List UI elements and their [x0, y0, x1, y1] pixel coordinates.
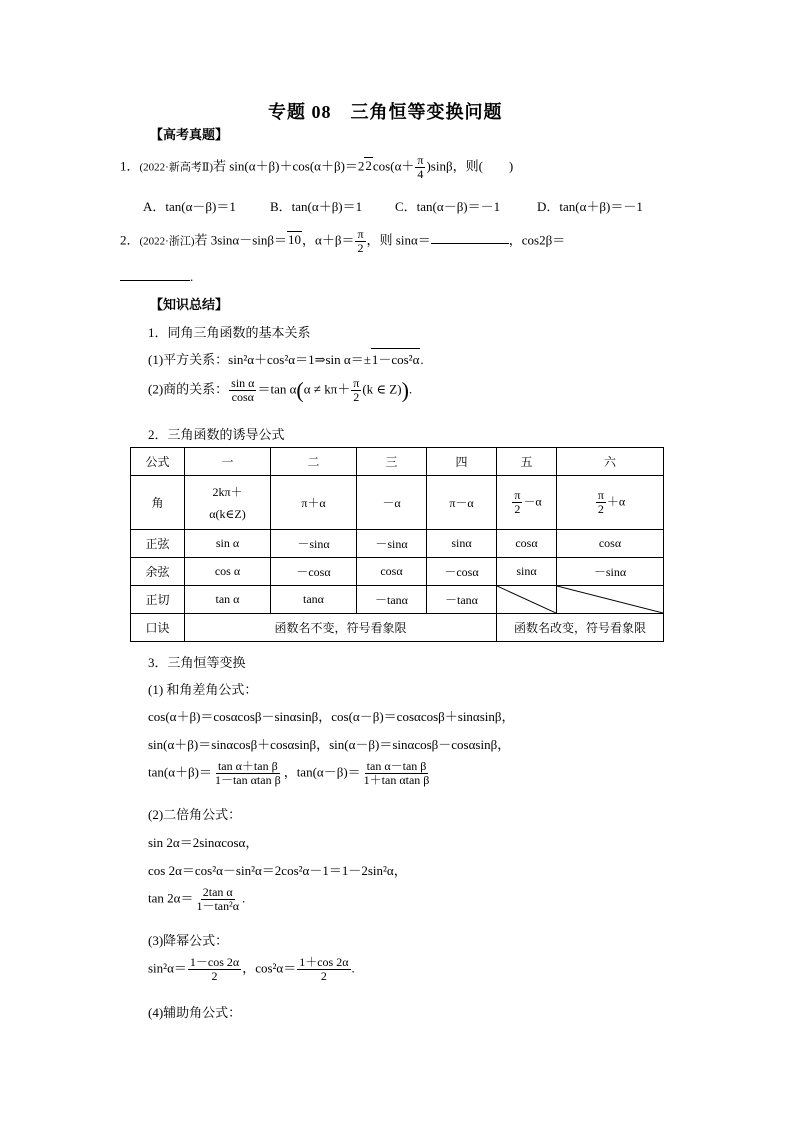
table-header-cell: 一: [185, 448, 271, 476]
s1-l2-frac2: [351, 377, 361, 404]
table-cell: tan α: [185, 586, 271, 614]
s1-l2-text: (2)商的关系：: [148, 381, 229, 397]
q2-stem-a: 若 3sinα－sinβ＝: [194, 232, 288, 248]
s3-g3: [148, 886, 245, 913]
q2-end: .: [190, 269, 194, 284]
table-header-cell: 三: [357, 448, 427, 476]
angle-1a: 2kπ＋: [212, 484, 243, 499]
s3-f3-a: tan(α＋β)＝: [148, 764, 212, 780]
s1-l2-fden: 2: [353, 390, 360, 404]
q1-frac-num: π: [417, 153, 424, 167]
s3-f3-frac2: [362, 760, 432, 787]
s1-l1-text: (1)平方关系：sin²α＋cos²α＝1⇒sin α＝±: [148, 352, 371, 367]
table-row-label: 角: [131, 476, 185, 530]
table-cell: [557, 476, 664, 530]
angle-6-suffix: ＋α: [606, 494, 626, 509]
s3-h-frac1: [188, 956, 241, 983]
s3-f3-b: ，tan(α－β)＝: [283, 764, 361, 780]
q1-stem-b: cos(α＋: [372, 158, 415, 174]
s1-quotient-relation: [148, 377, 412, 404]
table-row-label: 正切: [131, 586, 185, 614]
s3-g3-den: 1－tan²α: [196, 899, 239, 913]
s1-l2-k: (k ∈ Z): [362, 381, 402, 397]
angle-5-suffix: －α: [523, 494, 542, 509]
s3-f3-den1: 1－tan αtan β: [214, 773, 281, 787]
s1-l2-end: .: [408, 381, 413, 397]
s3-h-den1: 2: [211, 969, 218, 983]
q2-number: 2．: [120, 232, 140, 248]
angle-6-num: π: [597, 488, 604, 502]
s3-g3-end: .: [242, 890, 246, 906]
table-header-cell: 六: [557, 448, 664, 476]
s3-f2: sin(α＋β)＝sinαcosβ＋cosαsinβ，sin(α－β)＝sinαcosβ－cosαsinβ，: [148, 737, 511, 752]
q2-stem-b: ，α＋β＝: [302, 232, 355, 248]
s3-h: [148, 956, 355, 983]
table-cell: sinα: [497, 558, 557, 586]
diagonal-line: [557, 586, 663, 613]
angle-5-num: π: [514, 488, 521, 502]
s3-g3-a: tan 2α＝: [148, 890, 194, 906]
table-row-sin: [131, 530, 664, 558]
s1-l1-sqrt: 1－cos²α: [371, 348, 421, 368]
s3-h-a: sin²α＝: [148, 960, 187, 976]
table-cell: 函数名不变，符号看象限: [185, 614, 497, 642]
table-row-label: 正弦: [131, 530, 185, 558]
s3-f3-den2: 1＋tan αtan β: [363, 773, 430, 787]
s3-g3-frac: [194, 886, 241, 913]
s3-sub4: (4)辅助角公式：: [148, 1005, 242, 1020]
s1-l2-paren-close: ): [401, 377, 409, 403]
q2-stem-c: ，则 sinα＝: [366, 232, 431, 248]
q1-stem-a: 若 sin(α＋β)＋cos(α＋β)＝2: [212, 158, 365, 174]
table-row-mnemonic: [131, 614, 664, 642]
angle-6-frac: [596, 489, 606, 516]
q2-sqrt: 10: [288, 232, 302, 248]
s1-l2-paren-open: (: [296, 377, 304, 403]
s1-l2-fnum: π: [353, 376, 360, 390]
table-row-angle: [131, 476, 664, 530]
angle-5-den: 2: [514, 502, 521, 516]
table-cell: －α: [357, 476, 427, 530]
s1-square-relation: [148, 348, 424, 368]
angle-6-den: 2: [597, 502, 604, 516]
table-row-label: 口诀: [131, 614, 185, 642]
table-header-row: [131, 448, 664, 476]
s3-f3-frac1: [213, 760, 283, 787]
table-header-cell: 公式: [131, 448, 185, 476]
angle-5-frac: [512, 489, 522, 516]
q2-blank-2[interactable]: [120, 268, 190, 281]
table-row-cos: [131, 558, 664, 586]
s3-h-end: .: [351, 960, 355, 976]
question-2: [120, 228, 565, 255]
table-cell: －sinα: [271, 530, 357, 558]
s1-heading: 1．同角三角函数的基本关系: [148, 325, 311, 340]
s1-l1-end: .: [420, 352, 424, 367]
table-cell: [185, 476, 271, 530]
s3-f3-num1: tan α＋tan β: [217, 759, 278, 773]
s3-sub1: (1) 和角差角公式：: [148, 682, 258, 697]
table-cell: －tanα: [427, 586, 497, 614]
s3-heading: 3．三角恒等变换: [148, 655, 246, 670]
s3-h-den2: 2: [320, 969, 327, 983]
table-row-tan: [131, 586, 664, 614]
table-cell-diagonal: [557, 586, 664, 614]
q2-line-2: [120, 268, 193, 285]
s2-heading: 2．三角函数的诱导公式: [148, 427, 285, 442]
s3-sub3: (3)降幂公式：: [148, 933, 229, 948]
table-header-cell: 五: [497, 448, 557, 476]
s3-h-frac2: [297, 956, 350, 983]
q2-fraction: [355, 228, 365, 255]
table-cell: －cosα: [271, 558, 357, 586]
q1-sqrt: 2: [365, 158, 372, 174]
table-header-cell: 四: [427, 448, 497, 476]
s3-h-b: ，cos²α＝: [242, 960, 297, 976]
angle-1b: α(k∈Z): [209, 506, 246, 521]
q2-stem-d: ，cos2β＝: [508, 232, 566, 248]
q1-option-a: A．tan(α－β)＝1: [143, 199, 236, 214]
s3-g3-num: 2tan α: [202, 885, 233, 899]
page-title: 专题 08 三角恒等变换问题: [268, 102, 503, 122]
table-cell: sinα: [427, 530, 497, 558]
q2-frac-den: 2: [357, 241, 364, 255]
s3-g2: cos 2α＝cos²α－sin²α＝2cos²α－1＝1－2sin²α，: [148, 863, 407, 878]
s3-sub2: (2)二倍角公式：: [148, 807, 242, 822]
q2-source: (2022·浙江): [139, 235, 195, 248]
table-header-cell: 二: [271, 448, 357, 476]
s1-l2-tan: ＝tan α: [257, 381, 297, 397]
table-cell: －sinα: [557, 558, 664, 586]
q1-frac-den: 4: [417, 167, 424, 181]
table-cell: sin α: [185, 530, 271, 558]
table-cell: －sinα: [357, 530, 427, 558]
table-cell: －cosα: [427, 558, 497, 586]
q1-option-b: B．tan(α＋β)＝1: [270, 199, 363, 214]
table-cell: [497, 476, 557, 530]
s3-g1: sin 2α＝2sinαcosα，: [148, 835, 259, 850]
table-cell: tanα: [271, 586, 357, 614]
table-cell: 函数名改变，符号看象限: [497, 614, 664, 642]
table-cell: π－α: [427, 476, 497, 530]
s3-h-num1: 1－cos 2α: [189, 955, 240, 969]
table-cell: cosα: [557, 530, 664, 558]
s3-f3: [148, 760, 432, 787]
s3-f1: cos(α＋β)＝cosαcosβ－sinαsinβ，cos(α－β)＝cosαcosβ＋sinαsinβ，: [148, 709, 515, 724]
section-gaokao: 【高考真题】: [150, 127, 229, 142]
q1-number: 1．: [120, 158, 140, 174]
q1-option-d: D．tan(α＋β)＝－1: [537, 199, 643, 214]
s1-l2-cond: α ≠ kπ＋: [303, 381, 351, 397]
s1-l2-den: cosα: [231, 390, 254, 404]
table-cell: cosα: [497, 530, 557, 558]
table-cell-diagonal: [497, 586, 557, 614]
section-summary: 【知识总结】: [150, 297, 229, 312]
q1-source: (2022·新高考Ⅱ): [139, 161, 213, 174]
q1-option-c: C．tan(α－β)＝－1: [395, 199, 501, 214]
q1-fraction: [415, 154, 425, 181]
diagonal-line: [497, 586, 556, 613]
q2-blank-1[interactable]: [431, 231, 509, 244]
q1-stem-c: )sinβ，则( ): [426, 158, 514, 174]
s1-l2-frac: [229, 377, 256, 404]
question-1: [120, 154, 513, 181]
table-cell: π＋α: [271, 476, 357, 530]
table-cell: －tanα: [357, 586, 427, 614]
s3-f3-num2: tan α－tan β: [366, 759, 427, 773]
table-row-label: 余弦: [131, 558, 185, 586]
s1-l2-num: sin α: [231, 376, 255, 390]
s3-h-num2: 1＋cos 2α: [299, 955, 349, 969]
q2-frac-num: π: [357, 227, 364, 241]
table-cell: cosα: [357, 558, 427, 586]
table-cell: cos α: [185, 558, 271, 586]
induction-formula-table: [130, 447, 664, 642]
